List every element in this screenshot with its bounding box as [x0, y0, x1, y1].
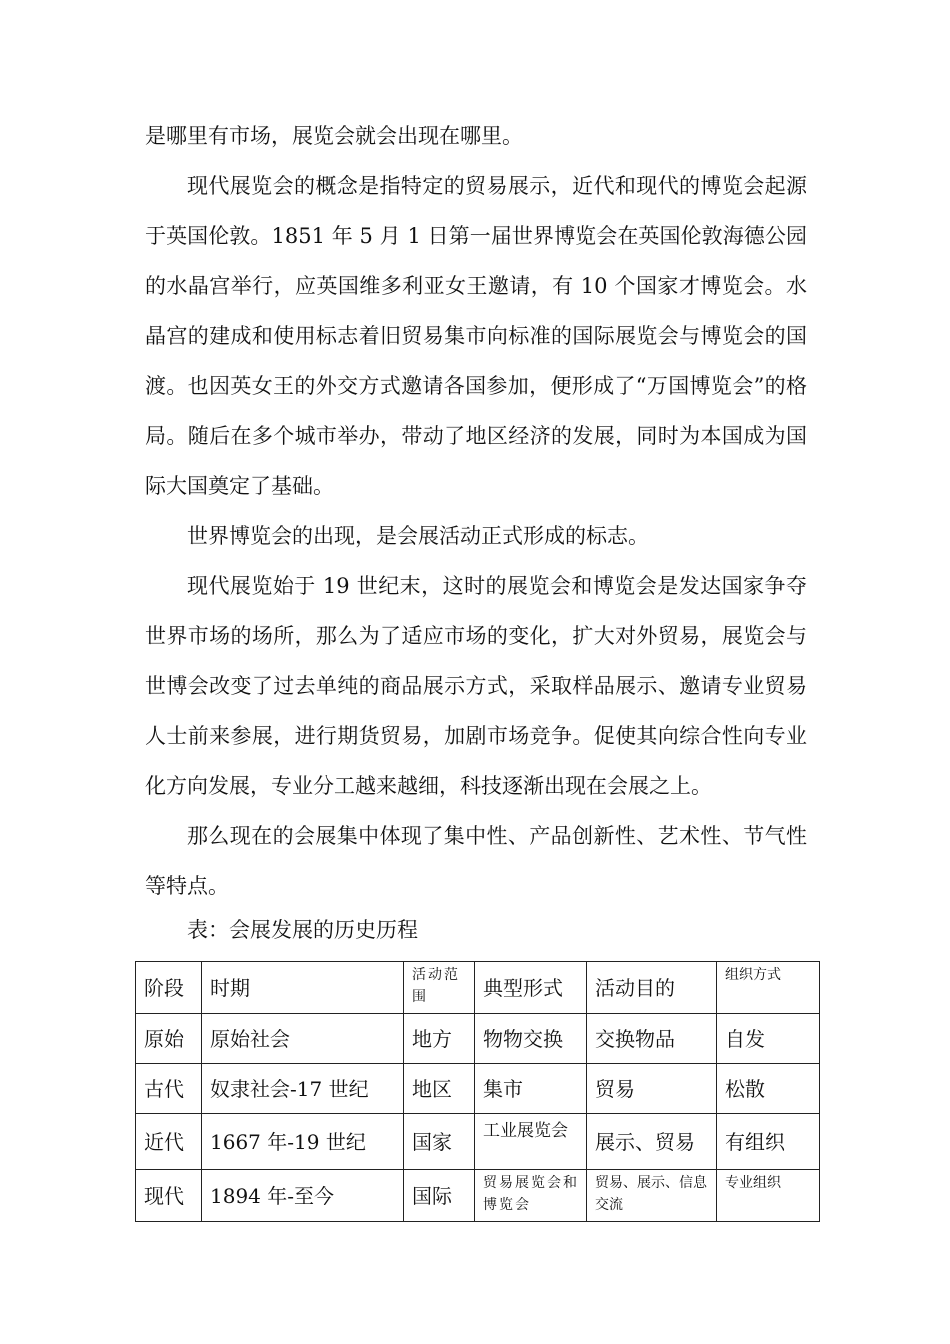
cell-typical-form: 物物交换	[475, 1014, 587, 1064]
cell-scope: 国家	[404, 1114, 475, 1170]
cell-purpose: 展示、贸易	[587, 1114, 717, 1170]
table-row	[136, 1014, 820, 1064]
cell-period: 奴隶社会-17 世纪	[202, 1064, 404, 1114]
cell-purpose: 交换物品	[587, 1014, 717, 1064]
cell-typical-form: 工业展览会	[475, 1114, 587, 1170]
cell-organization: 专业组织	[717, 1170, 820, 1222]
header-purpose: 活动目的	[587, 962, 717, 1014]
cell-scope: 国际	[404, 1170, 475, 1222]
paragraph-current-characteristics: 那么现在的会展集中体现了集中性、产品创新性、艺术性、节气性等特点。	[145, 824, 807, 898]
table-row	[136, 1064, 820, 1114]
paragraph-modern-exhibition-development: 现代展览始于 19 世纪末，这时的展览会和博览会是发达国家争夺世界市场的场所，那么为了适应市场的变化，扩大对外贸易，展览会与世博会改变了过去单纯的商品展示方式，采取样品展示、邀请专业贸易人士前来参展，进行期货贸易，加剧市场竞争。促使其向综合性向专业化方向发展，专业分工越来越细，科技逐渐出现在会展之上。	[145, 574, 807, 798]
cell-period: 原始社会	[202, 1014, 404, 1064]
cell-purpose: 贸易	[587, 1064, 717, 1114]
table-row	[136, 1170, 820, 1222]
cell-scope: 地区	[404, 1064, 475, 1114]
cell-period: 1894 年-至今	[202, 1170, 404, 1222]
cell-organization: 有组织	[717, 1114, 820, 1170]
cell-scope: 地方	[404, 1014, 475, 1064]
cell-stage: 古代	[136, 1064, 202, 1114]
header-period: 时期	[202, 962, 404, 1014]
cell-organization: 松散	[717, 1064, 820, 1114]
header-scope: 活动范围	[404, 962, 475, 1014]
cell-typical-form: 集市	[475, 1064, 587, 1114]
cell-purpose: 贸易、展示、信息交流	[587, 1170, 717, 1222]
cell-stage: 近代	[136, 1114, 202, 1170]
cell-stage: 原始	[136, 1014, 202, 1064]
history-table	[135, 961, 820, 1222]
table-header-row	[136, 962, 820, 1014]
header-organization: 组织方式	[717, 962, 820, 1014]
paragraph-world-expo-mark: 世界博览会的出现，是会展活动正式形成的标志。	[187, 524, 649, 548]
cell-stage: 现代	[136, 1170, 202, 1222]
cell-organization: 自发	[717, 1014, 820, 1064]
table-row	[136, 1114, 820, 1170]
cell-period: 1667 年-19 世纪	[202, 1114, 404, 1170]
table-caption: 表：会展发展的历史历程	[187, 918, 418, 942]
cell-typical-form: 贸易展览会和博览会	[475, 1170, 587, 1222]
paragraph-intro-tail: 是哪里有市场，展览会就会出现在哪里。	[145, 124, 523, 148]
header-stage: 阶段	[136, 962, 202, 1014]
header-typical-form: 典型形式	[475, 962, 587, 1014]
paragraph-modern-exhibition-origin: 现代展览会的概念是指特定的贸易展示，近代和现代的博览会起源于英国伦敦。1851 年 5 月 1 日第一届世界博览会在英国伦敦海德公园的水晶宫举行，应英国维多利亚女王邀请，有 10 个国家才博览会。水晶宫的建成和使用标志着旧贸易集市向标准的国际展览会与博览会的国渡。也因英女王的外交方式邀请各国参加，便形成了“万国博览会”的格局。随后在多个城市举办，带动了地区经济的发展，同时为本国成为国际大国奠定了基础。	[145, 174, 807, 498]
